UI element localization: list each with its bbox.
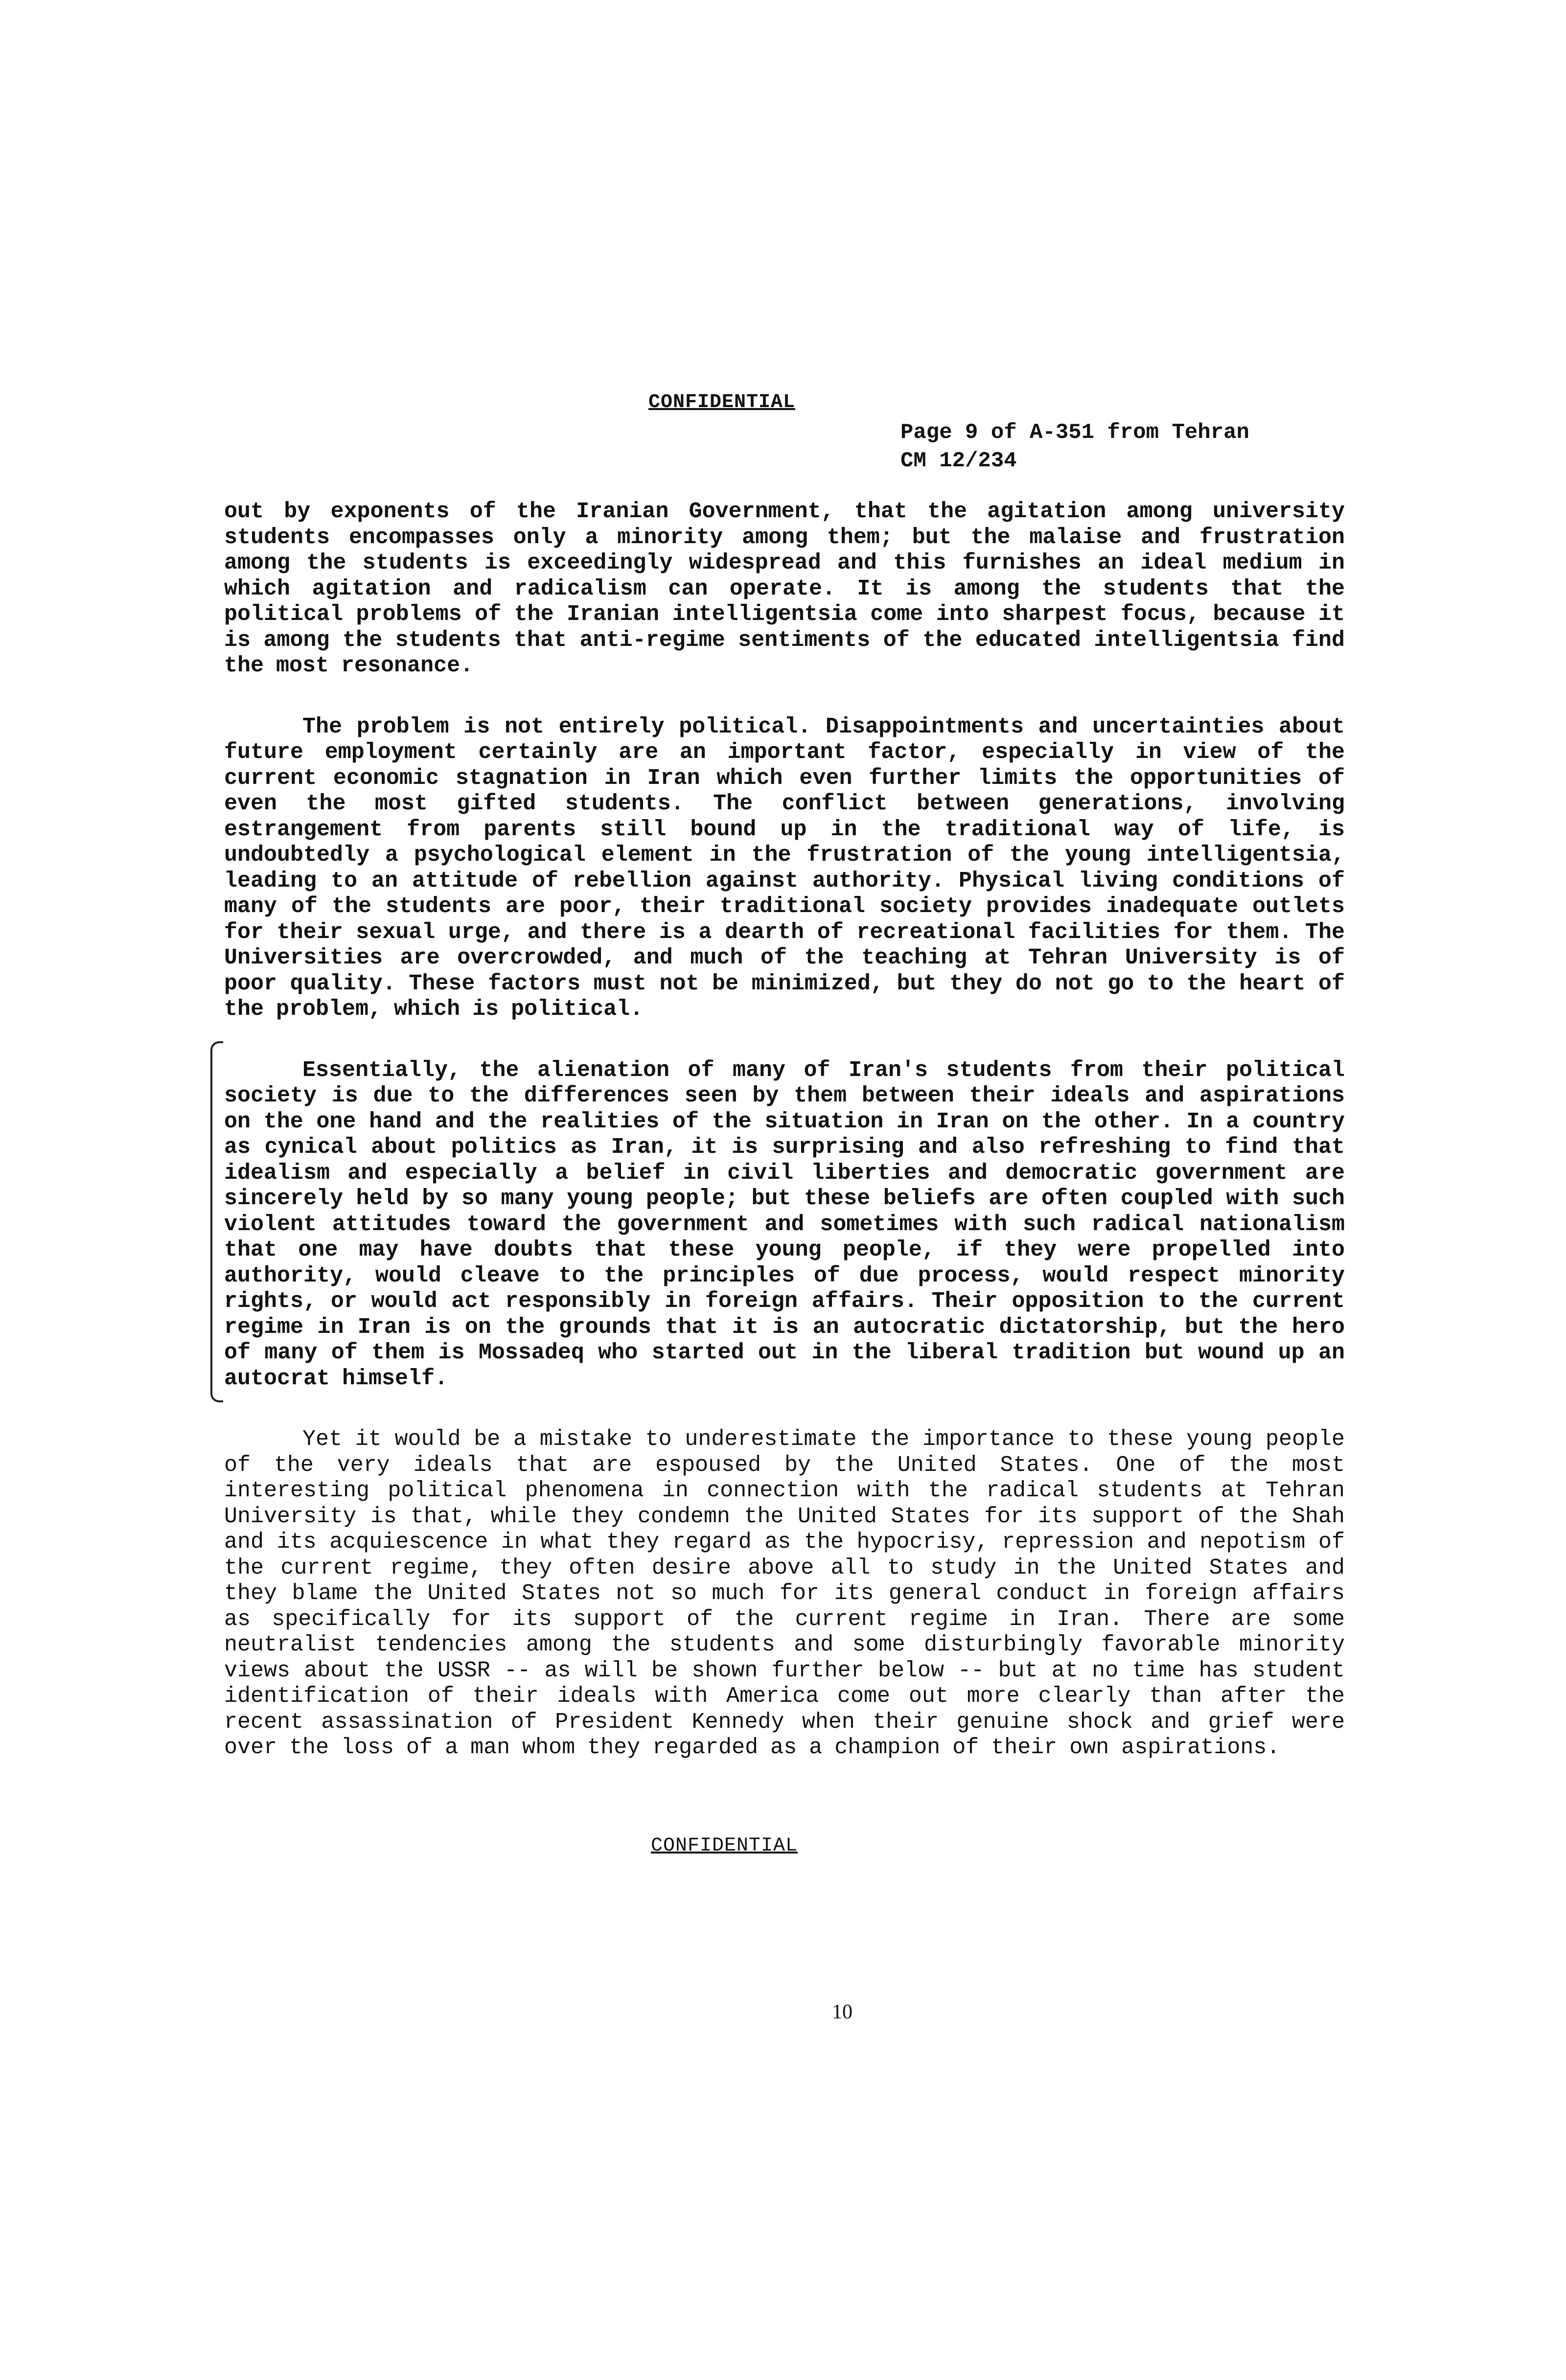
margin-bracket-mark [210,1041,223,1402]
page-reference-line-2: CM 12/234 [900,449,1017,473]
classification-header: CONFIDENTIAL [648,391,796,413]
paragraph-2: The problem is not entirely political. Disappointments and uncertainties about future employment certainly are an important factor, especially in view of the current economic stagnation in Iran which even further limits the opportunities of even the most gifted students. The conflict between generations, involving estrangement from parents still bound up in the traditional way of life, is undoubtedly a psychological element in the frustration of the young intelligentsia, leading to an attitude of rebellion against authority. Physical living conditions of many of the students are poor, their traditional society provides inadequate outlets for their sexual urge, and there is a dearth of recreational facilities for them. The Universities are overcrowded, and much of the teaching at Tehran University is of poor quality. These factors must not be minimized, but they do not go to the heart of the problem, which is political. [224,714,1345,1022]
paragraph-1: out by exponents of the Iranian Government, that the agitation among university students encompasses only a minority among them; but the malaise and frustration among the students is exceedingly widespread and this furnishes an ideal medium in which agitation and radicalism can operate. It is among the students that the political problems of the Iranian intelligentsia come into sharpest focus, because it is among the students that anti-regime sentiments of the educated intelligentsia find the most resonance. [224,499,1345,678]
paragraph-3: Essentially, the alienation of many of Iran's students from their political society is due to the differences seen by them between their ideals and aspirations on the one hand and the realities of the situation in Iran on the other. In a country as cynical about politics as Iran, it is surprising and also refreshing to find that idealism and especially a belief in civil liberties and democratic government are sincerely held by so many young people; but these beliefs are often coupled with such violent attitudes toward the government and sometimes with such radical nationalism that one may have doubts that these young people, if they were propelled into authority, would cleave to the principles of due process, would respect minority rights, or would act responsibly in foreign affairs. Their opposition to the current regime in Iran is on the grounds that it is an autocratic dictatorship, but the hero of many of them is Mossadeq who started out in the liberal tradition but wound up an autocrat himself. [224,1057,1345,1391]
classification-footer: CONFIDENTIAL [651,1835,798,1857]
document-body [224,499,1345,1796]
paragraph-4: Yet it would be a mistake to underestimate the importance to these young people of the very ideals that are espoused by the United States. One of the most interesting political phenomena in connection with the radical students at Tehran University is that, while they condemn the United States for its support of the Shah and its acquiescence in what they regard as the hypocrisy, repression and nepotism of the current regime, they often desire above all to study in the United States and they blame the United States not so much for its general conduct in foreign affairs as specifically for its support of the current regime in Iran. There are some neutralist tendencies among the students and some disturbingly favorable minority views about the USSR -- as will be shown further below -- but at no time has student identification of their ideals with America come out more clearly than after the recent assassination of President Kennedy when their genuine shock and grief were over the loss of a man whom they regarded as a champion of their own aspirations. [224,1427,1345,1760]
page-reference-line-1: Page 9 of A-351 from Tehran [900,420,1249,445]
page-reference [900,418,1249,475]
paragraph-3-wrapper [224,1058,1345,1392]
page-number: 10 [832,2001,852,2023]
